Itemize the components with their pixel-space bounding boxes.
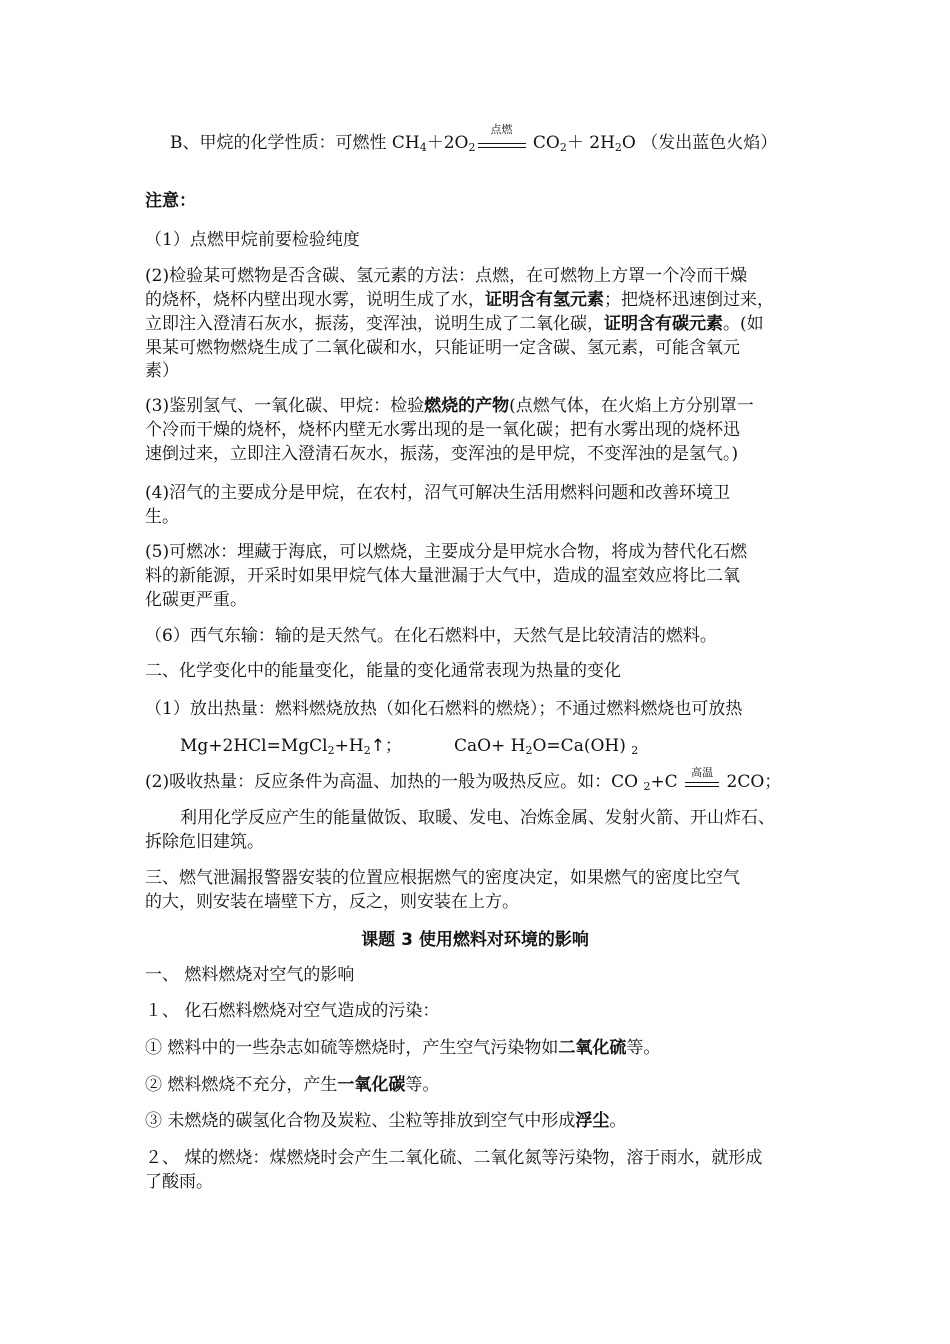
energy-use-line-1: 利用化学反应产生的能量做饭、取暖、发电、冶炼金属、发射火箭、开山炸石、	[180, 808, 775, 828]
energy-use-line-2: 拆除危旧建筑。	[145, 832, 264, 852]
note-item-3-line-1: (3)鉴别氢气、一氧化碳、甲烷：检验燃烧的产物(点燃气体，在火焰上方分别罩一	[145, 396, 754, 416]
note-item-5-line-1: (5)可燃冰：埋藏于海底，可以燃烧，主要成分是甲烷水合物，将成为替代化石燃	[145, 542, 748, 562]
note-item-5-line-2: 料的新能源，开采时如果甲烷气体大量泄漏于大气中，造成的温室效应将比二氧	[145, 566, 740, 586]
note-item-4-line-2: 生。	[145, 507, 179, 527]
pollution-item-2: ② 燃料燃烧不充分，产生一氧化碳等。	[145, 1075, 440, 1095]
section-2-item-2: (2)吸收热量：反应条件为高温、加热的一般为吸热反应。如：CO $_2$+C 高温 2CO；	[145, 765, 782, 793]
exothermic-equations: $Mg+2HCl=MgCl_2+H_2↑$； $CaO+ H_2O=Ca(OH)$ $_2$	[180, 736, 639, 757]
section-2-heading: 二、化学变化中的能量变化，能量的变化通常表现为热量的变化	[145, 661, 621, 681]
note-item-4-line-1: (4)沼气的主要成分是甲烷，在农村，沼气可解决生活用燃料问题和改善环境卫	[145, 483, 731, 503]
reaction-condition-sign: 点燃	[476, 134, 528, 154]
note-item-3-line-3: 速倒过来，立即注入澄清石灰水，振荡，变浑浊的是甲烷，不变浑浊的是氢气。)	[145, 444, 739, 464]
subsection-1-1-heading: １、 化石燃料燃烧对空气造成的污染：	[145, 1001, 440, 1021]
note-title: 注意：	[145, 191, 196, 211]
section-2-item-1: （1）放出热量：燃料燃烧放热（如化石燃料的燃烧）；不通过燃料燃烧也可放热	[145, 699, 743, 719]
note-item-2-line-5: 素）	[145, 361, 179, 381]
pollution-item-1: ① 燃料中的一些杂志如硫等燃烧时，产生空气污染物如二氧化硫等。	[145, 1038, 661, 1058]
note-item-6: （6）西气东输：输的是天然气。在化石燃料中，天然气是比较清洁的燃料。	[145, 626, 717, 646]
lesson-title: 课题 3 使用燃料对环境的影响	[361, 930, 589, 950]
section-3-line-1: 三、燃气泄漏报警器安装的位置应根据燃气的密度决定，如果燃气的密度比空气	[145, 868, 740, 888]
subsection-1-heading: 一、 燃料燃烧对空气的影响	[145, 965, 355, 985]
section-3-line-2: 的大，则安装在墙壁下方，反之，则安装在上方。	[145, 892, 519, 912]
note-item-2-line-1: (2)检验某可燃物是否含碳、氢元素的方法：点燃，在可燃物上方罩一个冷而干燥	[145, 266, 748, 286]
high-temp-condition-sign: 高温	[683, 773, 721, 793]
coal-burning-line-1: ２、 煤的燃烧：煤燃烧时会产生二氧化硫、二氧化氮等污染物，溶于雨水，就形成	[145, 1148, 763, 1168]
note-item-2-line-3: 立即注入澄清石灰水，振荡，变浑浊，说明生成了二氧化碳，证明含有碳元素。(如	[145, 314, 764, 334]
note-item-2-line-2: 的烧杯，烧杯内壁出现水雾，说明生成了水，证明含有氢元素；把烧杯迅速倒过来，	[145, 290, 774, 310]
note-item-3-line-2: 个冷而干燥的烧杯，烧杯内壁无水雾出现的是一氧化碳；把有水雾出现的烧杯迅	[145, 420, 740, 440]
note-item-1: （1）点燃甲烷前要检验纯度	[145, 230, 360, 250]
coal-burning-line-2: 了酸雨。	[145, 1172, 213, 1192]
pollution-item-3: ③ 未燃烧的碳氢化合物及炭粒、尘粒等排放到空气中形成浮尘。	[145, 1111, 627, 1131]
note-item-5-line-3: 化碳更严重。	[145, 590, 247, 610]
methane-property-line: B、甲烷的化学性质：可燃性 $CH_4+2O_2$ 点燃 $CO_2+ 2H_2O$ （发出蓝色火焰）	[170, 122, 778, 154]
note-item-2-line-4: 果某可燃物燃烧生成了二氧化碳和水，只能证明一定含碳、氢元素，可能含氧元	[145, 338, 740, 358]
